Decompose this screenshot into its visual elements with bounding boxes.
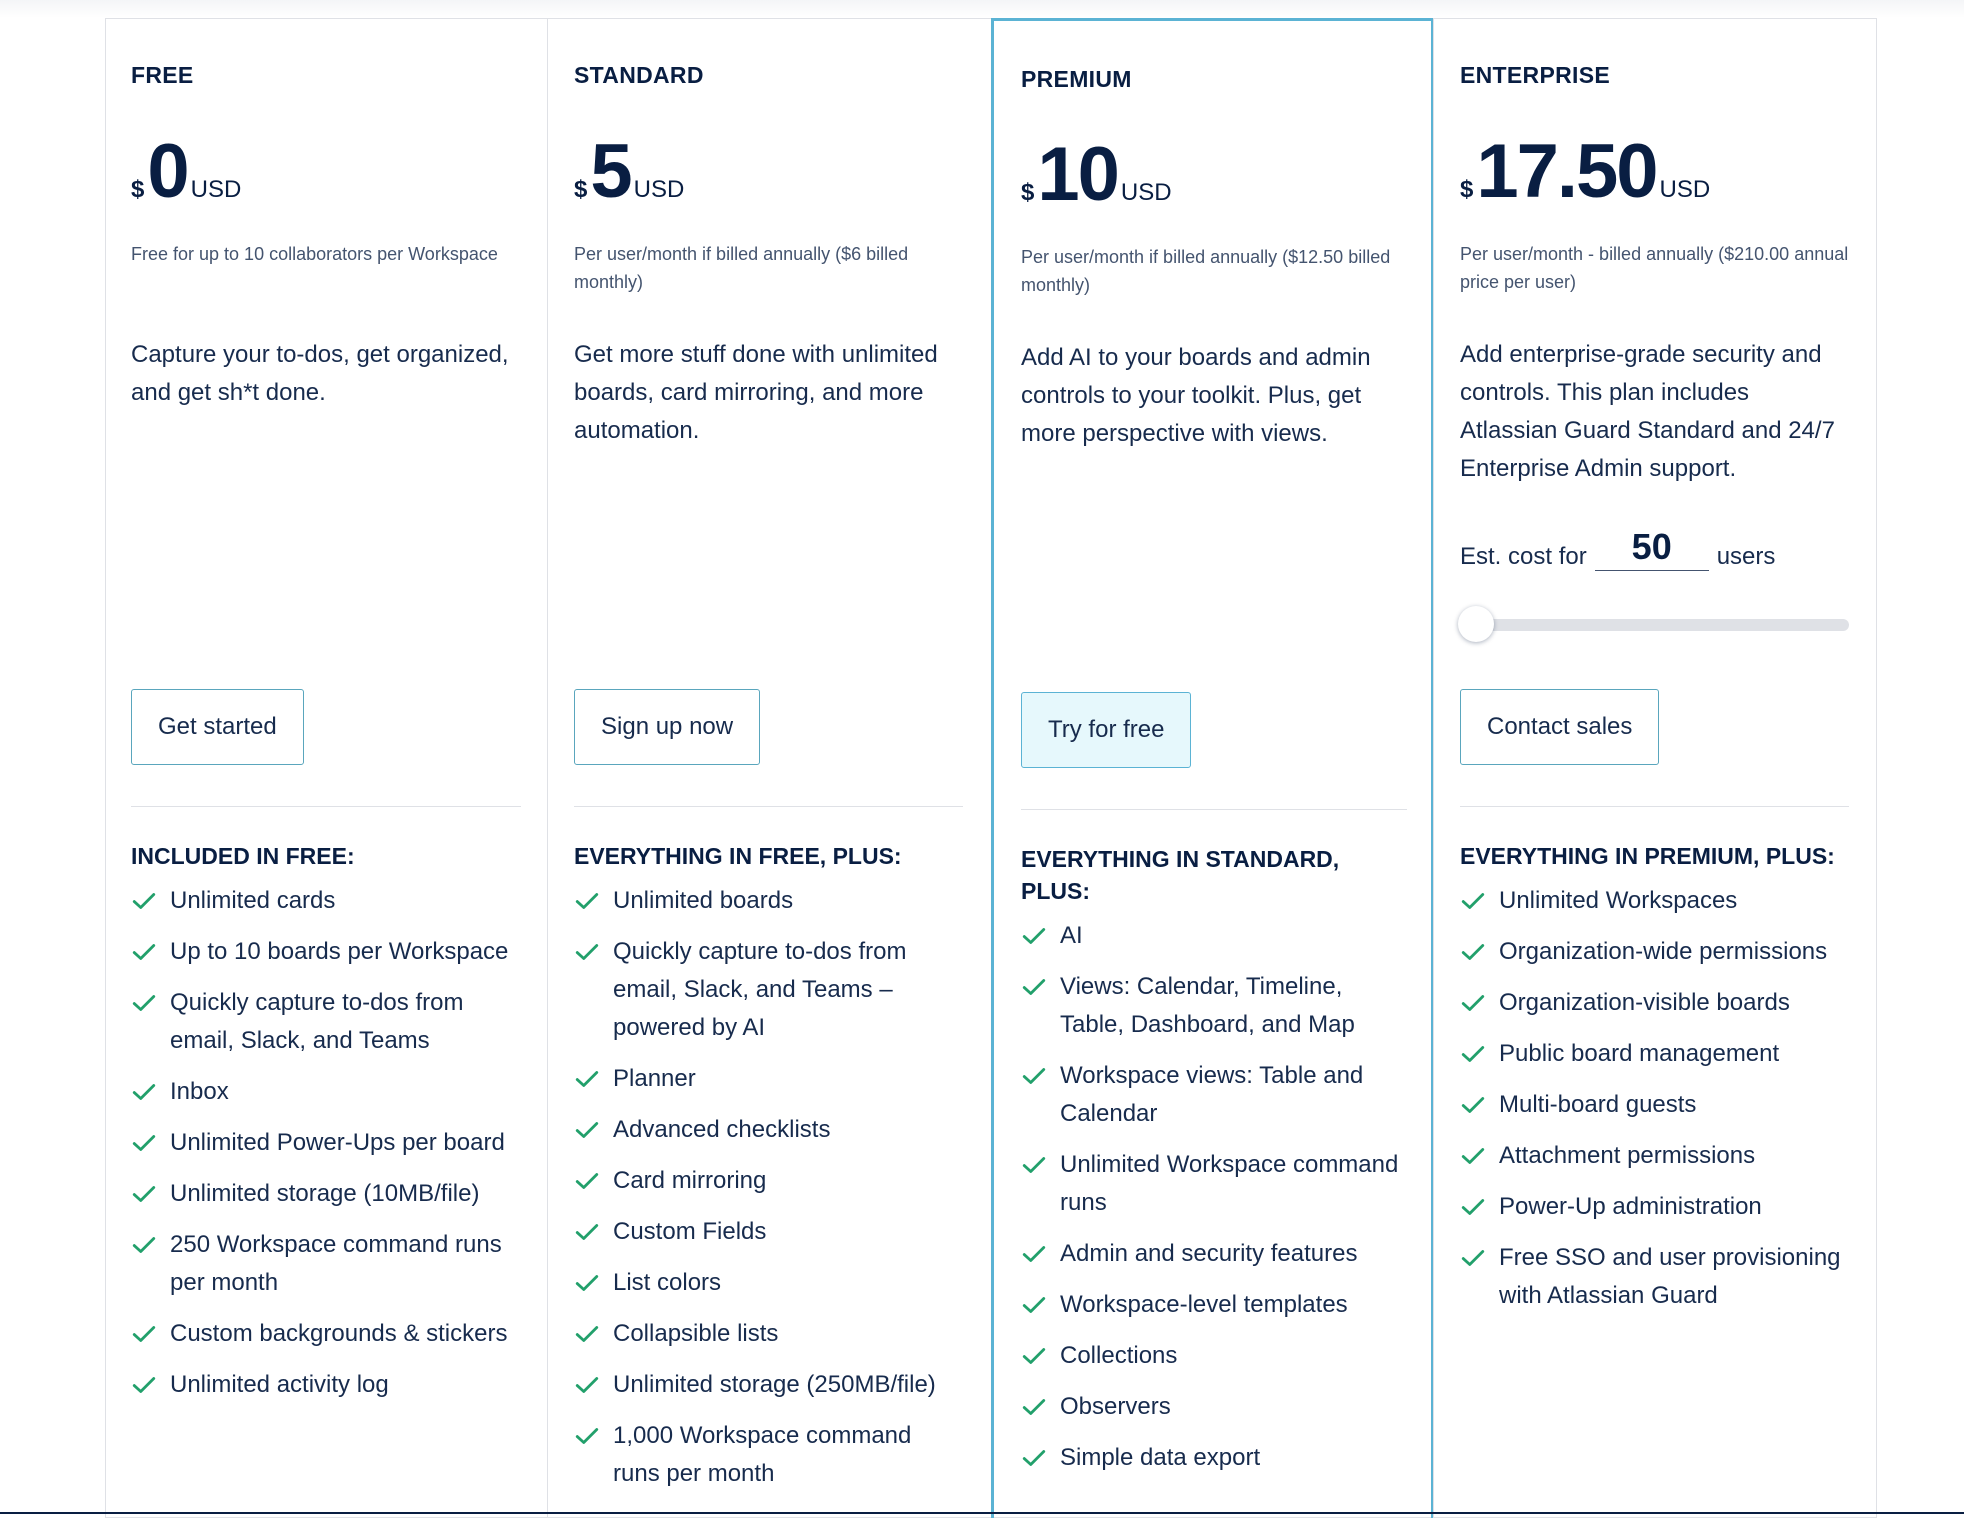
feature-list — [1460, 882, 1849, 1328]
check-icon — [574, 1117, 600, 1143]
feature-text: Unlimited boards — [613, 887, 794, 914]
price-unit: USD — [1120, 179, 1172, 206]
divider — [1021, 809, 1407, 810]
price-currency: $ — [1460, 176, 1474, 203]
plan-description: Capture your to-dos, get organized, and get sh*t done. — [131, 341, 509, 406]
plan-name: ENTERPRISE — [1460, 62, 1610, 88]
feature-text: Collections — [1060, 1342, 1178, 1369]
user-count-slider[interactable] — [1460, 614, 1849, 634]
price-currency: $ — [131, 176, 145, 203]
feature-text: Custom backgrounds & stickers — [170, 1320, 508, 1347]
estimate-suffix: users — [1716, 543, 1776, 570]
check-icon — [131, 1079, 157, 1105]
feature-item — [1021, 1439, 1407, 1477]
feature-item — [574, 1111, 963, 1149]
price-amount: 0 — [147, 129, 188, 214]
check-icon — [1460, 1245, 1486, 1271]
check-icon — [1460, 1143, 1486, 1169]
feature-text: Unlimited Workspace command runs — [1060, 1151, 1399, 1216]
feature-text: Free SSO and user provisioning with Atlassian Guard — [1499, 1244, 1841, 1309]
slider-track[interactable] — [1470, 619, 1849, 631]
features-heading: EVERYTHING IN STANDARD, PLUS: — [1021, 846, 1340, 904]
check-icon — [1021, 1394, 1047, 1420]
try-for-free-button[interactable]: Try for free — [1021, 692, 1191, 768]
check-icon — [1021, 923, 1047, 949]
feature-item — [131, 882, 521, 920]
check-icon — [574, 1168, 600, 1194]
feature-text: Workspace-level templates — [1060, 1291, 1348, 1318]
feature-item — [131, 1073, 521, 1111]
check-icon — [574, 888, 600, 914]
feature-item — [1021, 1146, 1407, 1222]
feature-item — [574, 1417, 963, 1493]
feature-item — [1460, 984, 1849, 1022]
check-icon — [131, 990, 157, 1016]
feature-text: Organization-wide permissions — [1499, 938, 1828, 965]
feature-item — [1021, 1388, 1407, 1426]
plan-description: Add AI to your boards and admin controls to your toolkit. Plus, get more perspective with views. — [1021, 344, 1371, 447]
feature-text: Card mirroring — [613, 1167, 767, 1194]
feature-list — [1021, 917, 1407, 1490]
plan-price — [131, 129, 242, 214]
plan-price — [1460, 129, 1711, 214]
check-icon — [131, 1232, 157, 1258]
top-fade — [0, 0, 1964, 18]
slider-thumb[interactable] — [1458, 606, 1494, 642]
feature-item — [131, 1366, 521, 1404]
check-icon — [1021, 1445, 1047, 1471]
feature-list — [574, 882, 963, 1506]
plan-name: STANDARD — [574, 62, 704, 88]
feature-text: Collapsible lists — [613, 1320, 779, 1347]
price-amount: 5 — [590, 129, 631, 214]
price-unit: USD — [190, 176, 242, 203]
feature-item — [131, 1315, 521, 1353]
feature-text: Up to 10 boards per Workspace — [170, 938, 509, 965]
plan-name: PREMIUM — [1021, 66, 1132, 92]
feature-item — [1460, 1035, 1849, 1073]
feature-item — [1460, 1137, 1849, 1175]
feature-item — [574, 933, 963, 1047]
feature-text: Planner — [613, 1065, 696, 1092]
feature-text: Public board management — [1499, 1040, 1780, 1067]
check-icon — [1021, 1152, 1047, 1178]
feature-text: Simple data export — [1060, 1444, 1261, 1471]
price-note: Per user/month if billed annually ($6 billed monthly) — [574, 244, 909, 292]
plan-description: Add enterprise-grade security and controls. This plan includes Atlassian Guard Standard and 24/7 Enterprise Admin support. — [1460, 341, 1835, 482]
plan-column-free — [105, 18, 547, 1518]
check-icon — [1460, 990, 1486, 1016]
feature-text: Unlimited storage (10MB/file) — [170, 1180, 480, 1207]
feature-text: Custom Fields — [613, 1218, 767, 1245]
feature-item — [1021, 917, 1407, 955]
feature-text: Unlimited Power-Ups per board — [170, 1129, 505, 1156]
check-icon — [1021, 1292, 1047, 1318]
feature-item — [1021, 968, 1407, 1044]
check-icon — [574, 1219, 600, 1245]
features-heading: EVERYTHING IN FREE, PLUS: — [574, 843, 902, 869]
feature-item — [131, 933, 521, 971]
feature-text: Admin and security features — [1060, 1240, 1358, 1267]
feature-item — [574, 1366, 963, 1404]
divider — [574, 806, 963, 807]
feature-text: Power-Up administration — [1499, 1193, 1762, 1220]
feature-text: Inbox — [170, 1078, 229, 1105]
feature-item — [131, 984, 521, 1060]
feature-item — [574, 1213, 963, 1251]
feature-text: Quickly capture to-dos from email, Slack, and Teams — [170, 989, 464, 1054]
feature-item — [1460, 1086, 1849, 1124]
feature-text: Views: Calendar, Timeline, Table, Dashboard, and Map — [1060, 973, 1355, 1038]
check-icon — [1460, 1041, 1486, 1067]
price-amount: 17.50 — [1476, 129, 1657, 214]
price-note: Per user/month if billed annually ($12.50 billed monthly) — [1021, 247, 1391, 295]
price-currency: $ — [1021, 179, 1035, 206]
price-unit: USD — [633, 176, 685, 203]
price-unit: USD — [1659, 176, 1711, 203]
check-icon — [131, 888, 157, 914]
feature-text: Organization-visible boards — [1499, 989, 1790, 1016]
check-icon — [1460, 1194, 1486, 1220]
check-icon — [131, 1372, 157, 1398]
feature-item — [1021, 1337, 1407, 1375]
check-icon — [131, 1181, 157, 1207]
divider — [131, 806, 521, 807]
feature-text: List colors — [613, 1269, 722, 1296]
feature-text: AI — [1060, 922, 1083, 949]
price-amount: 10 — [1037, 132, 1118, 217]
plan-column-standard — [547, 18, 989, 1518]
feature-text: Observers — [1060, 1393, 1171, 1420]
sign-up-now-button[interactable]: Sign up now — [574, 689, 760, 765]
check-icon — [131, 939, 157, 965]
feature-text: Unlimited activity log — [170, 1371, 389, 1398]
check-icon — [1460, 1092, 1486, 1118]
feature-item — [1460, 882, 1849, 920]
feature-item — [1460, 933, 1849, 971]
check-icon — [574, 939, 600, 965]
check-icon — [1021, 1343, 1047, 1369]
price-note: Per user/month - billed annually ($210.00 annual price per user) — [1460, 244, 1849, 292]
feature-item — [574, 882, 963, 920]
feature-text: Attachment permissions — [1499, 1142, 1756, 1169]
check-icon — [574, 1270, 600, 1296]
estimate-prefix: Est. cost for — [1460, 543, 1587, 570]
feature-item — [574, 1264, 963, 1302]
plan-description: Get more stuff done with unlimited boards, card mirroring, and more automation. — [574, 341, 938, 444]
feature-item — [131, 1226, 521, 1302]
feature-item — [1460, 1239, 1849, 1315]
feature-item — [574, 1315, 963, 1353]
check-icon — [131, 1130, 157, 1156]
get-started-button[interactable]: Get started — [131, 689, 304, 765]
plan-name: FREE — [131, 62, 194, 88]
cost-estimate — [1460, 526, 1775, 571]
price-note: Free for up to 10 collaborators per Workspace — [131, 244, 498, 264]
plan-column-enterprise — [1433, 18, 1875, 1518]
feature-item — [1460, 1188, 1849, 1226]
feature-item — [131, 1175, 521, 1213]
check-icon — [131, 1321, 157, 1347]
feature-text: Advanced checklists — [613, 1116, 831, 1143]
check-icon — [574, 1372, 600, 1398]
check-icon — [574, 1423, 600, 1449]
feature-text: Unlimited Workspaces — [1499, 887, 1738, 914]
feature-text: Unlimited storage (250MB/file) — [613, 1371, 936, 1398]
check-icon — [1021, 1241, 1047, 1267]
features-heading: EVERYTHING IN PREMIUM, PLUS: — [1460, 843, 1835, 869]
feature-item — [1021, 1235, 1407, 1273]
feature-item — [1021, 1057, 1407, 1133]
feature-text: Unlimited cards — [170, 887, 336, 914]
contact-sales-button[interactable]: Contact sales — [1460, 689, 1659, 765]
price-currency: $ — [574, 176, 588, 203]
divider — [1460, 806, 1849, 807]
check-icon — [1460, 939, 1486, 965]
plan-column-premium — [991, 18, 1434, 1518]
feature-text: Workspace views: Table and Calendar — [1060, 1062, 1364, 1127]
plan-price — [574, 129, 685, 214]
feature-list — [131, 882, 521, 1417]
feature-text: 1,000 Workspace command runs per month — [613, 1422, 912, 1487]
features-heading: INCLUDED IN FREE: — [131, 843, 355, 869]
feature-text: Quickly capture to-dos from email, Slack, and Teams – powered by AI — [613, 938, 907, 1041]
check-icon — [574, 1066, 600, 1092]
feature-item — [574, 1060, 963, 1098]
check-icon — [1021, 974, 1047, 1000]
feature-item — [131, 1124, 521, 1162]
feature-text: Multi-board guests — [1499, 1091, 1697, 1118]
user-count-input[interactable]: 50 — [1595, 526, 1709, 571]
check-icon — [574, 1321, 600, 1347]
check-icon — [1021, 1063, 1047, 1089]
plan-price — [1021, 132, 1172, 217]
feature-text: 250 Workspace command runs per month — [170, 1231, 502, 1296]
check-icon — [1460, 888, 1486, 914]
feature-item — [574, 1162, 963, 1200]
feature-item — [1021, 1286, 1407, 1324]
